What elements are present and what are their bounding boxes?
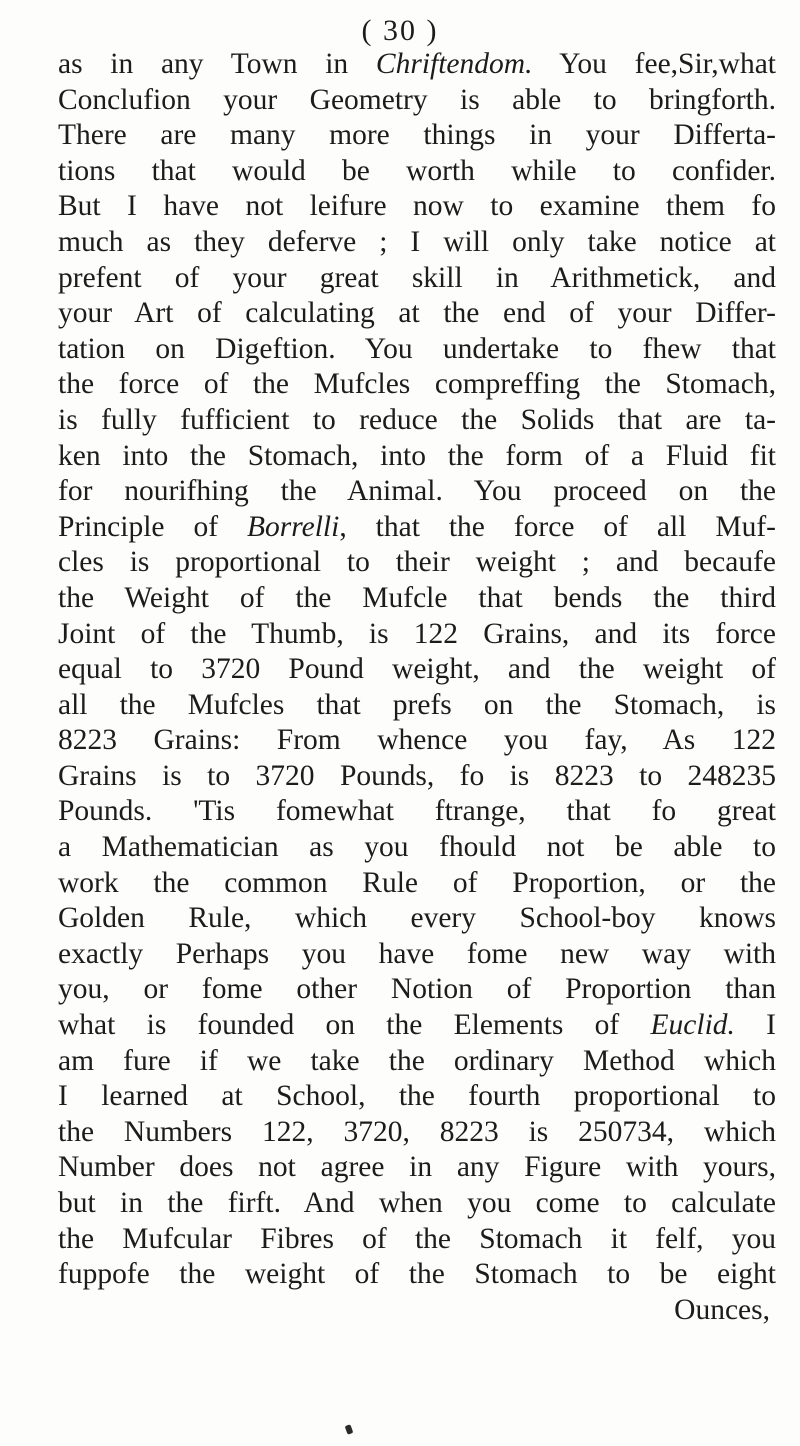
text-run: you, or fome other Notion of Proportion than	[58, 973, 776, 1006]
text-run: much as they deferve ; I will only take notice at	[58, 225, 776, 258]
text-run: 8223 Grains: From whence you fay, As 122	[58, 724, 776, 757]
text-run: Golden Rule, which every School-boy knows	[58, 902, 776, 935]
text-line	[58, 154, 776, 190]
text-run: work the common Rule of Proportion, or the	[58, 866, 776, 899]
text-line	[58, 1044, 776, 1080]
text-run: tions that would be worth while to confider.	[58, 154, 776, 187]
text-run: am fure if we take the ordinary Method which	[58, 1044, 776, 1077]
text-run: cles is proportional to their weight ; and becaufe	[58, 546, 776, 579]
text-line	[58, 47, 776, 83]
text-line	[58, 1186, 776, 1222]
text-line	[58, 474, 776, 510]
italic-text: Euclid.	[650, 1009, 735, 1042]
ink-smudge	[345, 1424, 354, 1435]
text-line	[58, 794, 776, 830]
text-run: , that the force of all Muf-	[339, 510, 776, 543]
text-line	[58, 545, 776, 581]
page-number: ( 30 )	[361, 14, 439, 47]
italic-text: Chriftendom.	[375, 48, 533, 80]
text-line	[58, 759, 776, 795]
text-run: Principle of	[58, 510, 247, 543]
text-run: But I have not leifure now to examine them fo	[58, 190, 776, 223]
text-run: prefent of your great skill in Arithmetick, and	[58, 261, 776, 294]
text-line	[58, 1008, 776, 1044]
body-text	[58, 47, 776, 1328]
text-run: Joint of the Thumb, is 122 Grains, and its force	[58, 617, 776, 650]
text-run: Number does not agree in any Figure with yours,	[58, 1151, 776, 1184]
text-run: I learned at School, the fourth proportional to	[58, 1080, 776, 1113]
text-run: exactly Perhaps you have fome new way with	[58, 937, 776, 970]
text-line	[58, 1222, 776, 1258]
text-line	[58, 617, 776, 653]
text-run: Grains is to 3720 Pounds, fo is 8223 to 248235	[58, 759, 776, 792]
text-run: is fully fufficient to reduce the Solids that are ta-	[58, 403, 776, 436]
text-run: the force of the Mufcles compreffing the Stomach,	[58, 368, 776, 401]
text-line	[58, 1115, 776, 1151]
text-run: Conclufion your Geometry is able to bringforth.	[58, 83, 776, 116]
text-line	[58, 1150, 776, 1186]
text-line	[58, 332, 776, 368]
text-line	[58, 225, 776, 261]
text-run: the Weight of the Mufcle that bends the third	[58, 581, 776, 614]
text-line	[58, 723, 776, 759]
text-run: Ounces,	[674, 1293, 770, 1326]
text-run: the Numbers 122, 3720, 8223 is 250734, which	[58, 1115, 776, 1148]
text-line	[58, 937, 776, 973]
text-run: Pounds. 'Tis fomewhat ftrange, that fo great	[58, 795, 776, 828]
text-line	[58, 439, 776, 475]
text-run: but in the firft. And when you come to calculate	[58, 1187, 776, 1219]
text-run: I	[734, 1009, 777, 1042]
text-line	[58, 83, 776, 119]
text-line	[58, 581, 776, 617]
text-run: fuppofe the weight of the Stomach to be eight	[58, 1258, 776, 1291]
text-line	[58, 510, 776, 546]
text-line	[58, 652, 776, 688]
text-run: the Mufcular Fibres of the Stomach it felf, you	[58, 1222, 776, 1255]
text-run: a Mathematician as you fhould not be able to	[58, 831, 776, 864]
text-line	[58, 830, 776, 866]
text-line	[58, 1257, 776, 1293]
text-line	[58, 866, 776, 902]
text-line	[58, 901, 776, 937]
text-run: tation on Digeftion. You undertake to fhew that	[58, 332, 776, 365]
text-run: what is founded on the Elements of	[58, 1009, 651, 1042]
text-line	[58, 688, 776, 724]
text-line	[58, 189, 776, 225]
text-run: ken into the Stomach, into the form of a Fluid fit	[58, 439, 776, 472]
text-run: for nourifhing the Animal. You proceed on the	[58, 475, 776, 508]
text-run: There are many more things in your Differta-	[58, 119, 776, 152]
text-line	[58, 118, 776, 154]
text-run: as in any Town in	[58, 48, 376, 80]
text-line	[58, 261, 776, 297]
text-line	[58, 296, 776, 332]
text-line	[58, 972, 776, 1008]
text-run: You fee,Sir,what	[532, 48, 777, 80]
italic-text: Borrelli	[247, 510, 340, 543]
text-line	[58, 367, 776, 403]
text-run: equal to 3720 Pound weight, and the weight of	[58, 653, 776, 686]
text-run: all the Mufcles that prefs on the Stomach, is	[58, 688, 776, 721]
text-run: your Art of calculating at the end of your Differ-	[58, 297, 776, 330]
text-line	[58, 403, 776, 439]
text-line	[58, 1293, 776, 1329]
text-line	[58, 1079, 776, 1115]
